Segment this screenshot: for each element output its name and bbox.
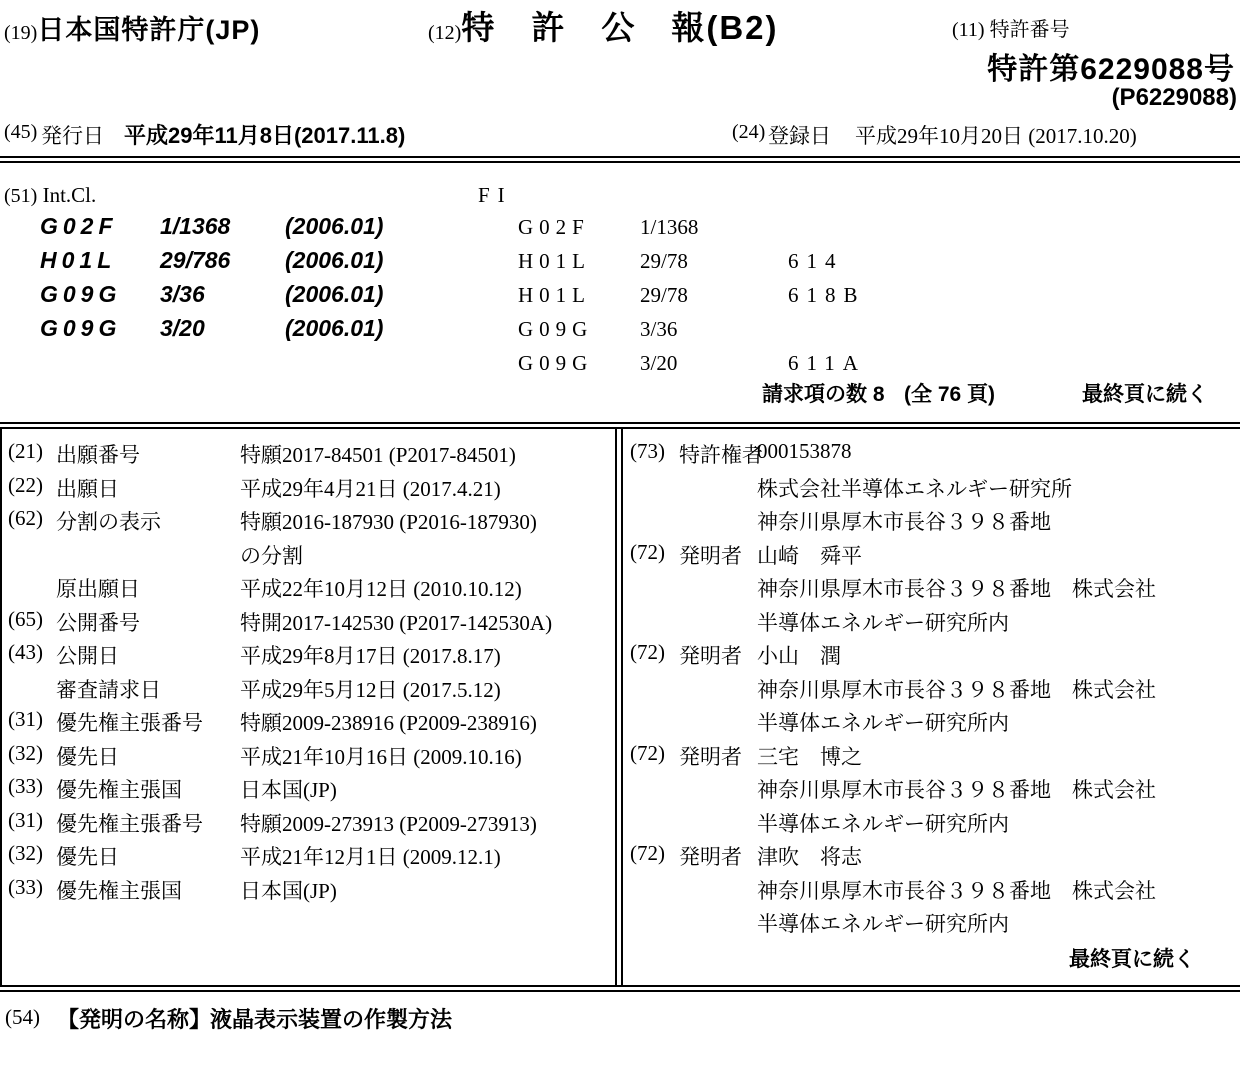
field-value: 山崎 舜平 (757, 543, 862, 568)
bib-row (623, 573, 1240, 607)
bib-row (2, 741, 615, 775)
bib-row (2, 674, 615, 708)
intcl-row (40, 213, 383, 240)
bibliography-right-column (621, 429, 1240, 985)
bib-row (623, 540, 1240, 574)
registration-date-value: 平成29年10月20日 (2017.10.20) (855, 124, 1137, 148)
intcl-row (40, 281, 383, 308)
field-value: 神奈川県厚木市長谷３９８番地 株式会社 (757, 577, 1156, 601)
fi-row (518, 283, 866, 308)
total-pages: (全 76 頁) (904, 383, 996, 406)
intcl-row (40, 247, 383, 274)
bib-row (2, 439, 615, 473)
field-value: 日本国(JP) (240, 778, 337, 802)
version-date: (2006.01) (285, 247, 384, 273)
registration-date-label: 登録日 (768, 124, 831, 148)
ref-code: (72) (630, 640, 665, 664)
subclass-number: 3/36 (640, 317, 678, 341)
ref-code: (62) (8, 506, 43, 530)
fi-extra-code: 611A (788, 351, 866, 375)
field-value: 特願2016-187930 (P2016-187930) (240, 510, 537, 534)
field-label: 優先日 (56, 744, 119, 769)
ref-code: (72) (630, 740, 665, 765)
version-date: (2006.01) (285, 213, 384, 239)
field-label: 発明者 (679, 744, 742, 769)
field-value: 三宅 博之 (757, 744, 862, 769)
field-value: 平成29年8月17日 (2017.8.17) (240, 644, 501, 668)
ref-code: (72) (630, 841, 665, 865)
invention-title-label: 【発明の名称】 (57, 1007, 212, 1032)
field-value: 平成21年12月1日 (2009.12.1) (240, 845, 501, 869)
bibliography-table (0, 422, 1240, 992)
field-value: 平成29年4月21日 (2017.4.21) (240, 476, 501, 501)
field-label: 審査請求日 (56, 677, 161, 702)
bib-row (2, 774, 615, 808)
continued-note-bottom: 最終頁に続く (1069, 948, 1195, 971)
issue-date-label: 発行日 (41, 124, 104, 148)
ref-code-19: (19) (4, 22, 38, 44)
class-symbol: G09G (518, 317, 594, 341)
claims-count: 請求項の数 8 (762, 383, 885, 406)
bib-row (2, 573, 615, 607)
bib-row (623, 875, 1240, 909)
bib-row (2, 707, 615, 741)
field-value: 特開2017-142530 (P2017-142530A) (240, 610, 553, 635)
field-label: 発明者 (679, 644, 742, 668)
subclass-number: 29/78 (640, 283, 688, 307)
field-label: 特許権者 (679, 443, 763, 467)
document-kind-title: 特 許 公 報(B2) (461, 9, 779, 46)
subclass-number: 29/78 (640, 249, 688, 273)
field-value: 神奈川県厚木市長谷３９８番地 株式会社 (757, 878, 1156, 903)
ref-code: (33) (8, 874, 43, 899)
bib-row (2, 506, 615, 540)
class-symbol: G09G (518, 351, 594, 375)
intcl-label: Int.Cl. (42, 183, 97, 207)
field-value: 特願2009-273913 (P2009-273913) (240, 811, 537, 836)
ref-code: (65) (8, 606, 43, 631)
bib-row (623, 607, 1240, 641)
class-symbol: H01L (518, 283, 591, 307)
bib-row (623, 741, 1240, 775)
field-value: 半導体エネルギー研究所内 (757, 610, 1009, 635)
field-label: 原出願日 (56, 577, 140, 601)
patent-number-paren: (P6229088) (1111, 84, 1237, 111)
bib-row (2, 607, 615, 641)
field-value: 株式会社半導体エネルギー研究所 (757, 476, 1072, 501)
ref-code-11: (11) (952, 19, 985, 41)
ref-code-51: (51) (4, 185, 38, 207)
ref-code: (32) (8, 740, 43, 765)
field-value: 神奈川県厚木市長谷３９８番地 (757, 510, 1051, 534)
fi-label: FI (478, 183, 513, 207)
issue-date-value: 平成29年11月8日(2017.11.8) (124, 123, 406, 148)
ref-code: (31) (8, 807, 43, 832)
ref-code: (21) (8, 439, 43, 463)
field-label: 発明者 (679, 543, 742, 568)
patent-number: 特許第6229088号 (987, 53, 1235, 86)
field-value: 半導体エネルギー研究所内 (757, 711, 1009, 735)
subclass-number: 3/20 (160, 315, 205, 341)
subclass-number: 1/1368 (160, 213, 231, 239)
fi-extra-code: 618B (788, 283, 866, 307)
class-symbol: G02F (518, 215, 590, 239)
ref-code-24: (24) (732, 121, 766, 143)
subclass-number: 29/786 (160, 247, 231, 273)
bib-row (623, 841, 1240, 875)
bib-row (2, 875, 615, 909)
continued-note-top: 最終頁に続く (1082, 383, 1208, 406)
bib-row (623, 439, 1240, 473)
bib-row (2, 473, 615, 507)
ref-code-45: (45) (4, 121, 38, 143)
invention-title-text: 液晶表示装置の作製方法 (210, 1007, 453, 1032)
field-label: 公開日 (56, 644, 119, 668)
document-kind (428, 2, 779, 49)
field-label: 優先権主張国 (56, 778, 182, 802)
field-value: 特願2017-84501 (P2017-84501) (240, 443, 516, 467)
field-value: 半導体エネルギー研究所内 (757, 912, 1009, 936)
field-value: 小山 潤 (757, 644, 841, 668)
bib-row (623, 473, 1240, 507)
ref-code: (43) (8, 640, 43, 664)
field-label: 優先権主張番号 (56, 811, 203, 836)
fi-row (518, 215, 788, 240)
class-symbol: H01L (518, 249, 591, 273)
ref-code: (31) (8, 707, 43, 731)
field-label: 出願日 (56, 476, 119, 501)
bib-row (2, 841, 615, 875)
ref-code: (72) (630, 539, 665, 564)
field-value: 神奈川県厚木市長谷３９８番地 株式会社 (757, 778, 1156, 802)
issuing-office (4, 8, 260, 47)
field-label: 優先権主張番号 (56, 711, 203, 735)
class-symbol: G09G (40, 315, 122, 341)
ref-code-54: (54) (5, 1005, 40, 1029)
field-label: 優先権主張国 (56, 878, 182, 903)
fi-row (518, 317, 788, 342)
intcl-heading (4, 183, 96, 208)
ref-code: (33) (8, 774, 43, 798)
field-value: の分割 (240, 543, 303, 568)
field-value: 平成22年10月12日 (2010.10.12) (240, 577, 522, 601)
office-name: 日本国特許庁(JP) (37, 15, 261, 45)
field-value: 神奈川県厚木市長谷３９８番地 株式会社 (757, 677, 1156, 702)
ref-code: (22) (8, 472, 43, 497)
bib-row (623, 640, 1240, 674)
field-value: 半導体エネルギー研究所内 (757, 811, 1009, 836)
class-symbol: G09G (40, 281, 122, 307)
field-value: 平成29年5月12日 (2017.5.12) (240, 677, 501, 702)
bib-row (623, 674, 1240, 708)
intcl-row (40, 315, 383, 342)
fi-row (518, 351, 866, 376)
field-label: 公開番号 (56, 610, 140, 635)
bib-row (2, 640, 615, 674)
bib-row (2, 540, 615, 574)
class-symbol: H01L (40, 247, 117, 273)
header-divider-rule (0, 156, 1240, 163)
field-label: 分割の表示 (56, 510, 161, 534)
bib-row (623, 506, 1240, 540)
bib-row (623, 707, 1240, 741)
patent-number-caption (952, 13, 1070, 42)
field-value: 平成21年10月16日 (2009.10.16) (240, 744, 522, 769)
ref-code-12: (12) (428, 22, 462, 44)
ref-code: (32) (8, 841, 43, 865)
field-value: 000153878 (757, 439, 852, 463)
fi-extra-code: 614 (788, 249, 844, 273)
field-label: 発明者 (679, 845, 742, 869)
bib-row (623, 908, 1240, 942)
field-value: 日本国(JP) (240, 878, 337, 903)
class-symbol: G02F (40, 213, 118, 239)
subclass-number: 1/1368 (640, 215, 699, 239)
bib-row (623, 808, 1240, 842)
field-label: 優先日 (56, 845, 119, 869)
field-label: 出願番号 (56, 443, 140, 467)
version-date: (2006.01) (285, 315, 384, 341)
version-date: (2006.01) (285, 281, 384, 307)
subclass-number: 3/20 (640, 351, 678, 375)
bibliography-left-column (0, 429, 617, 985)
fi-row (518, 249, 844, 274)
field-value: 特願2009-238916 (P2009-238916) (240, 711, 537, 735)
subclass-number: 3/36 (160, 281, 205, 307)
bib-row (2, 808, 615, 842)
ref-code: (73) (630, 439, 665, 463)
bib-row (623, 774, 1240, 808)
patent-number-label: 特許番号 (989, 19, 1070, 41)
field-value: 津吹 将志 (757, 845, 862, 869)
